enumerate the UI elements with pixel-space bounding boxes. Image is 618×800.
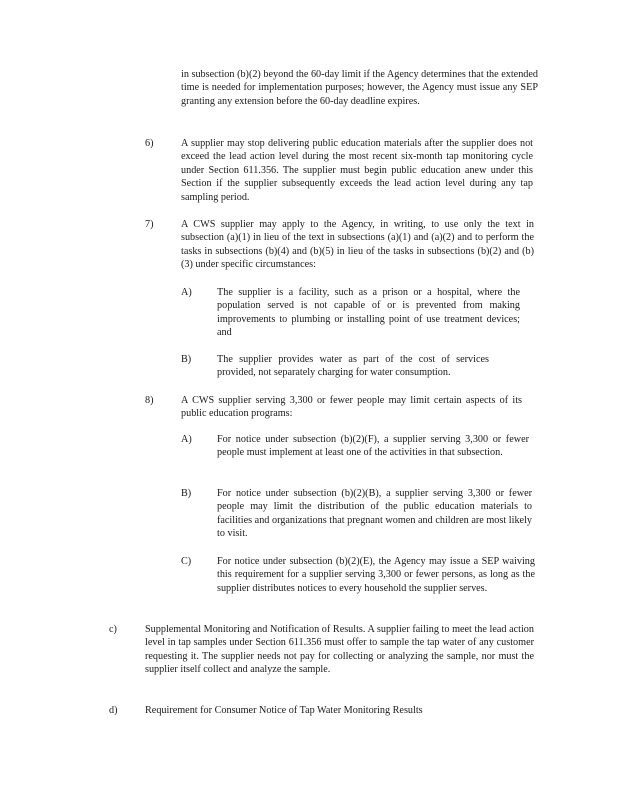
item-6-label: 6) (145, 138, 154, 149)
item-7-sub-a-label: A) (181, 287, 192, 298)
item-8-sub-a-paragraph: For notice under subsection (b)(2)(F), a supplier serving 3,300 or fewer people must implement at least one of the activities in that subsection. (217, 434, 529, 459)
item-7-label: 7) (145, 219, 154, 230)
item-8-sub-c-label: C) (181, 556, 192, 567)
section-c-paragraph: Supplemental Monitoring and Notification of Results. A supplier failing to meet the lead action level in tap samples under Section 611.356 must offer to sample the tap water of any customer requesting it. The supplier needs not pay for collecting or analyzing the sample, nor must the supplier itself collect and analyze the sample. (145, 624, 534, 676)
section-d-heading: Requirement for Consumer Notice of Tap Water Monitoring Results (145, 705, 423, 716)
section-c-label: c) (109, 624, 117, 635)
item-8-sub-b-paragraph: For notice under subsection (b)(2)(B), a supplier serving 3,300 or fewer people may limit the distribution of the public education materials to facilities and organizations that pregnant women and children are most likely to visit. (217, 488, 532, 540)
item-8-paragraph: A CWS supplier serving 3,300 or fewer people may limit certain aspects of its public education programs: (181, 395, 522, 420)
item-7-sub-b-paragraph: The supplier provides water as part of the cost of services provided, not separately charging for water consumption. (217, 354, 489, 379)
item-6-paragraph: A supplier may stop delivering public education materials after the supplier does not exceed the lead action level during the most recent six-month tap monitoring cycle under Section 611.356. The supplier must begin public education anew under this Section if the supplier subsequently exceeds the lead action level during any tap sampling period. (181, 138, 533, 203)
intro-paragraph: in subsection (b)(2) beyond the 60-day limit if the Agency determines that the extended time is needed for implementation purposes; however, the Agency must issue any SEP granting any extension before the 60-day deadline expires. (181, 69, 538, 107)
item-8-label: 8) (145, 395, 154, 406)
item-8-sub-b-label: B) (181, 488, 192, 499)
item-7-sub-a-paragraph: The supplier is a facility, such as a prison or a hospital, where the population served is not capable of or is prevented from making improvements to plumbing or installing point of use treatment devices; and (217, 287, 520, 339)
item-7-paragraph: A CWS supplier may apply to the Agency, in writing, to use only the text in subsection (a)(1) in lieu of the text in subsections (a)(1) and (a)(2) and to perform the tasks in subsections (b)(4) and (b)(5) in lieu of the tasks in subsections (b)(2) and (b)(3) under specific circumstances: (181, 219, 534, 271)
item-8-sub-c-paragraph: For notice under subsection (b)(2)(E), the Agency may issue a SEP waiving this requirement for a supplier serving 3,300 or fewer persons, as long as the supplier distributes notices to every household the supplier serves. (217, 556, 535, 594)
section-d-label: d) (109, 705, 118, 716)
item-7-sub-b-label: B) (181, 354, 192, 365)
item-8-sub-a-label: A) (181, 434, 192, 445)
